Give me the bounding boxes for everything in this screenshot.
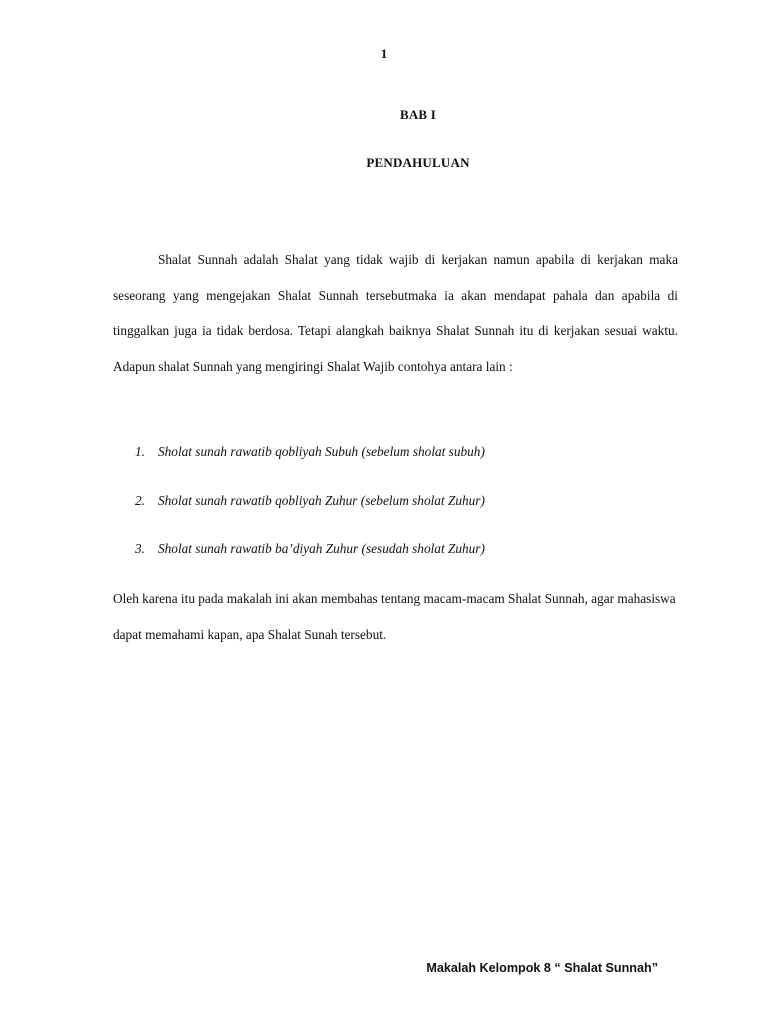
list-item-text: Sholat sunah rawatib qobliyah Zuhur (sebelum sholat Zuhur) bbox=[158, 492, 485, 508]
chapter-label: BAB I bbox=[399, 107, 437, 122]
list-item-number: 2. bbox=[135, 492, 145, 508]
sunnah-prayer-list bbox=[135, 440, 485, 586]
closing-paragraph: Oleh karena itu pada makalah ini akan membahas tentang macam-macam Shalat Sunnah, agar mahasiswa dapat memahami kapan, apa Shalat Sunah tersebut. bbox=[113, 591, 676, 642]
page-footer: Makalah Kelompok 8 “ Shalat Sunnah” bbox=[426, 961, 658, 975]
page-number: 1 bbox=[380, 46, 388, 61]
list-item-number: 3. bbox=[135, 541, 145, 556]
list-item-number: 1. bbox=[135, 444, 145, 459]
list-item bbox=[135, 489, 485, 538]
list-item bbox=[135, 440, 485, 489]
list-item-text: Sholat sunah rawatib ba’diyah Zuhur (sesudah sholat Zuhur) bbox=[158, 541, 485, 556]
list-item bbox=[135, 537, 485, 586]
intro-paragraph: Shalat Sunnah adalah Shalat yang tidak wajib di kerjakan namun apabila di kerjakan maka seseorang yang mengejakan Shalat Sunnah tersebutmaka ia akan mendapat pahala dan apabila di tinggalkan juga ia tidak berdosa. Tetapi alangkah baiknya Shalat Sunnah itu di kerjakan sesuai waktu. Adapun shalat Sunnah yang mengiringi Shalat Wajib contohya antara lain : bbox=[113, 252, 678, 374]
chapter-title: PENDAHULUAN bbox=[366, 155, 470, 170]
list-item-text: Sholat sunah rawatib qobliyah Subuh (sebelum sholat subuh) bbox=[158, 444, 485, 459]
